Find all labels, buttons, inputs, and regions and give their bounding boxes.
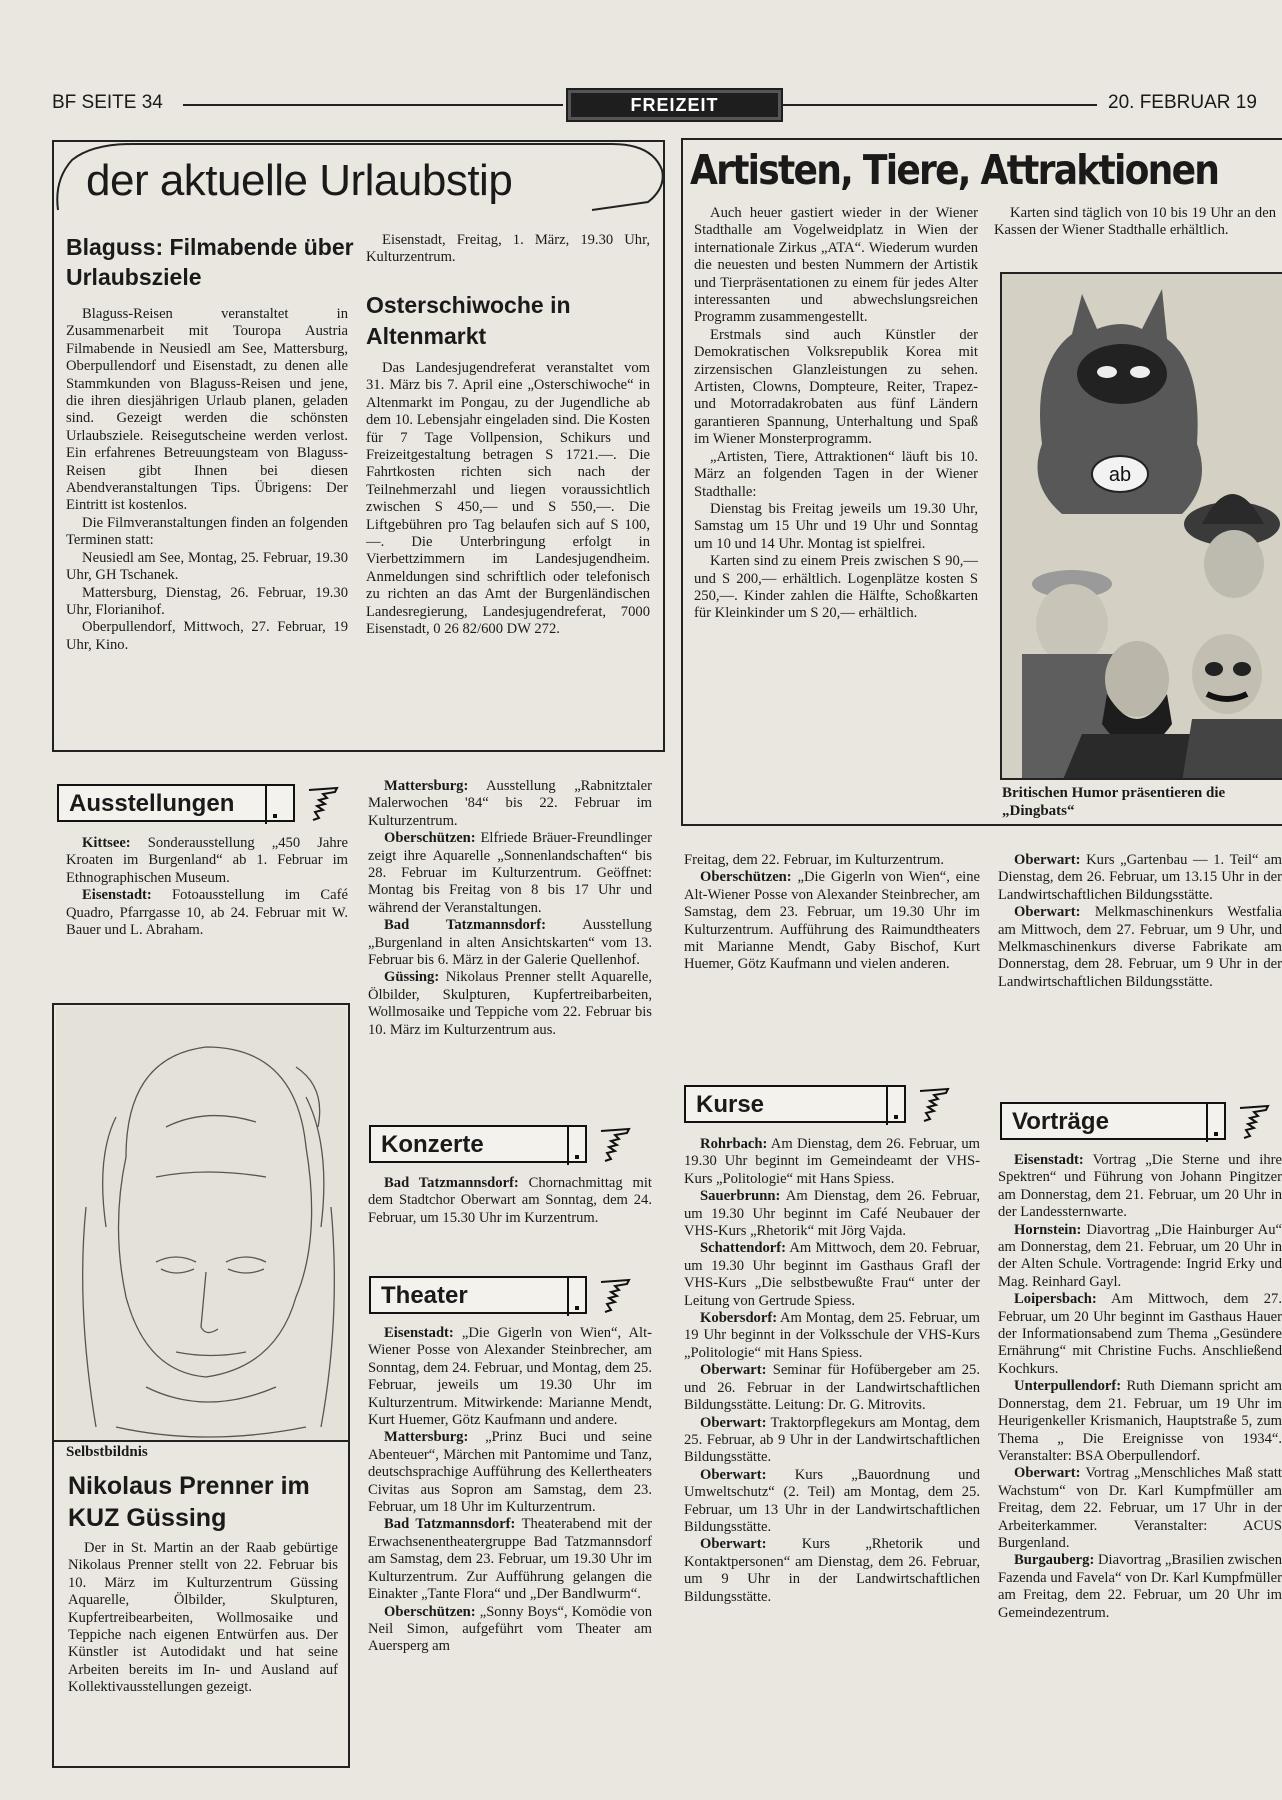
dingbats-caption: Britischen Humor präsentieren die „Dingbats“ — [1002, 785, 1226, 819]
artisten-p4: Dienstag bis Freitag jeweils um 19.30 Uhr, Samstag um 15 Uhr und 19 Uhr und Sonntag um 10 und 14 Uhr. Montag ist spielfrei. — [694, 500, 978, 552]
konzerte-label: Konzerte — [381, 1131, 484, 1158]
kurs-item-6: Oberwart: Traktorpflegekurs am Montag, dem 25. Februar, ab 9 Uhr in der Landwirtschaftlichen Bildungsstätte. — [684, 1414, 980, 1466]
vortrag-item-4: Unterpullendorf: Ruth Diemann spricht am Donnerstag, dem 21. Februar, um 19 Uhr im Heurigenkeller Krismanich, Hauptstraße 5, zum Thema „ Die Ereignisse von 1934“. Veranstalter: BSA Oberpullendorf. — [998, 1378, 1282, 1464]
theater-list-cont — [684, 852, 980, 974]
ausstellung-item-6: Güssing: Nikolaus Prenner stellt Aquarelle, Ölbilder, Skulpturen, Kupfertreibarbeiten, Wollmosaike und Teppiche vom 22. Februar bis 10. März im Kulturzentrum aus. — [368, 969, 652, 1038]
theater-item-5: Oberschützen: „Die Gigerln von Wien“, eine Alt-Wiener Posse von Alexander Steinbrecher, am Samstag, dem 23. Februar, um 19.30 Uhr im Kulturzentrum. Aufführung des Raimundtheaters mit Marianne Mendt, Gaby Bischof, Kurt Huemer, Götz Kaufmann und vielen anderen. — [684, 869, 980, 973]
pointing-hand-icon — [916, 1085, 950, 1125]
vortraege-label: Vorträge — [1012, 1108, 1109, 1135]
artisten-tickets — [994, 205, 1276, 240]
section-marker-square — [567, 1127, 587, 1165]
vortraege-header — [1000, 1102, 1282, 1146]
blaguss-p1: Blaguss-Reisen veranstaltet in Zusammenarbeit mit Touropa Austria Filmabende in Neusiedl am See, Mattersburg, Oberpullendorf und Eisenstadt, zu denen alle Stammkunden von Blaguss-Reisen und jene, die ihren diesjährigen Urlaub planen, geladen sind. Gezeigt werden die schönsten Urlaubsziele. Reisegutscheine werden verlost. Ein erfahrenes Betreuungsteam von Blaguss-Reisen gibt Ihnen bei diesen Abendveranstaltungen Tips. Übrigens: Der Eintritt ist kostenlos. — [66, 306, 348, 514]
page-number: BF SEITE 34 — [52, 92, 163, 113]
theater-item-1: Eisenstadt: „Die Gigerln von Wien“, Alt-Wiener Posse von Alexander Steinbrecher, am Sonntag, dem 24. Februar, und Montag, dem 25. Februar, jeweils um 19.30 Uhr im Kulturzentrum. Mitwirkende: Marianne Mendt, Kurt Huemer, Götz Kaufmann und andere. — [368, 1325, 652, 1429]
konzerte-box — [369, 1125, 587, 1163]
theater-header — [369, 1276, 669, 1320]
artisten-headline: Artisten, Tiere, Attraktionen — [690, 146, 1219, 194]
artisten-p1: Auch heuer gastiert wieder in der Wiener Stadthalle am Vogelweidplatz in Wien der internationale Zirkus „ATA“. Wiederum wurden die neuesten und besten Nummern der Artistik und Tierpräsentationen zu einem für jedes Alter interessanten und abwechslungsreichen Programm zusammengestellt. — [694, 205, 978, 326]
artisten-article — [694, 205, 978, 623]
ausstellung-item-3: Mattersburg: Ausstellung „Rabnitztaler Malerwochen '84“ bis 22. Februar im Kulturzentrum. — [368, 778, 652, 829]
issue-date: 20. FEBRUAR 19 — [1108, 92, 1257, 113]
costume-badge-text: ab — [1108, 464, 1132, 486]
kurse-label: Kurse — [696, 1091, 765, 1118]
vortrag-item-5: Oberwart: Vortrag „Menschliches Maß statt Wachstum“ von Dr. Karl Kumpfmüller am Freitag, dem 22. Februar, um 17 Uhr in der Arbeiterkammer. Veranstalter: ACUS Burgenland. — [998, 1465, 1282, 1551]
kurse-list-cont — [998, 852, 1282, 991]
vortraege-list — [998, 1152, 1282, 1792]
oster-headline: Osterschiwoche in Altenmarkt — [366, 292, 571, 349]
blaguss-article — [66, 306, 348, 654]
blaguss-p5: Oberpullendorf, Mittwoch, 27. Februar, 19 Uhr, Kino. — [66, 619, 348, 653]
pointing-hand-icon — [597, 1125, 631, 1165]
dingbats-illustration — [1002, 274, 1282, 780]
konzerte-header — [369, 1125, 669, 1169]
oster-p1: Das Landesjugendreferat veranstaltet vom 31. März bis 7. April eine „Osterschiwoche“ in Altenmarkt im Pongau, zu der Jugendliche ab dem 10. Lebensjahr eingeladen sind. Die Kosten für 7 Tage Vollpension, Schikurs und Freizeitgestaltung betragen S 1721.—. Die Fahrtkosten richten sich nach der Teilnehmerzahl und liegen voraussichtlich zwischen S 450,— und S 550,—. Die Liftgebühren pro Tag belaufen sich auf S 100,—. Die Unterbringung erfolgt in Vierbettzimmern im Landesjugendheim. Anmeldungen sind schriftlich oder telefonisch zu richten an das Amt der Burgenländischen Landesregierung, Landesjugendreferat, 7000 Eisenstadt, 0 26 82/600 DW 272. — [366, 360, 650, 638]
vortrag-item-3: Loipersbach: Am Mittwoch, dem 27. Februar, um 20 Uhr beginnt im Gasthaus Hauer der Informationsabend zum Thema „Gesündere Ernährung“ mit Christine Fuchs. Anschließend Kochkurs. — [998, 1291, 1282, 1377]
pointing-hand-icon — [305, 784, 339, 824]
theater-item-4-cont: Freitag, dem 22. Februar, im Kulturzentrum. — [684, 852, 945, 868]
section-marker-square — [1206, 1104, 1226, 1142]
vortrag-item-1: Eisenstadt: Vortrag „Die Sterne und ihre Spektren“ und Führung von Johann Pingitzer am Donnerstag, dem 21. Februar, um 20 Uhr in der Landessternwarte. — [998, 1152, 1282, 1221]
ausstellung-item-1: Kittsee: Sonderausstellung „450 Jahre Kroaten im Burgenland“ ab 1. Februar im Ethnographischen Museum. — [66, 835, 348, 886]
vortraege-box — [1000, 1102, 1226, 1140]
section-marker-square — [265, 786, 285, 824]
kurse-box — [684, 1085, 906, 1123]
section-banner: FREIZEIT — [566, 88, 783, 122]
ausstellung-item-4: Oberschützen: Elfriede Bräuer-Freundlinger zeigt ihre Aquarelle „Sonnenlandschaften“ bis 28. Februar im Kulturzentrum. Geöffnet: Montag bis Freitag von 8 bis 17 Uhr und während der Veranstaltungen. — [368, 830, 652, 916]
artisten-p3: „Artisten, Tiere, Attraktionen“ läuft bis 10. März an folgenden Tagen in der Wiener Stadthalle: — [694, 448, 978, 500]
ausstellungen-header — [57, 784, 357, 828]
kurs-item-7: Oberwart: Kurs „Bauordnung und Umweltschutz“ (2. Teil) am Montag, dem 25. Februar, um 13 Uhr in der Landwirtschaftlichen Bildungsstätte. — [684, 1466, 980, 1535]
kurs-item-4: Kobersdorf: Am Montag, dem 25. Februar, um 19 Uhr beginnt in der Volksschule der VHS-Kurs „Politologie“ mit Hans Spiess. — [684, 1310, 980, 1361]
blaguss-headline: Blaguss: Filmabende über Urlaubsziele — [66, 234, 354, 290]
prenner-article — [68, 1540, 338, 1697]
urlaubstip-title: der aktuelle Urlaubstip — [86, 156, 513, 205]
theater-label: Theater — [381, 1282, 468, 1309]
prenner-headline: Nikolaus Prenner im KUZ Güssing — [68, 1472, 310, 1532]
theater-box — [369, 1276, 587, 1314]
section-marker-square — [886, 1087, 906, 1125]
pointing-hand-icon — [1236, 1102, 1270, 1142]
theater-item-3: Bad Tatzmannsdorf: Theaterabend mit der Erwachsenentheatergruppe Bad Tatzmannsdorf am Samstag, dem 23. Februar, um 19.30 Uhr im Kulturzentrum. Zur Aufführung gelangen die Einakter „Tante Flora“ und „Der Bandlwurm“. — [368, 1516, 652, 1603]
kurse-header — [684, 1085, 984, 1129]
ausstellungen-list-cont — [368, 778, 652, 1039]
ausstellung-item-2: Eisenstadt: Fotoausstellung im Café Quadro, Pfarrgasse 10, ab 24. Februar mit W. Bauer und L. Abraham. — [66, 887, 348, 939]
kurs-item-r1: Oberwart: Kurs „Gartenbau — 1. Teil“ am Dienstag, dem 26. Februar, um 13.15 Uhr in der Landwirtschaftlichen Bildungsstätte. — [998, 852, 1282, 903]
vortrag-item-6: Burgauberg: Diavortrag „Brasilien zwischen Fazenda und Favela“ von Dr. Karl Kumpfmüller am Freitag, dem 22. Februar, um 20 Uhr im Gemeindezentrum. — [998, 1552, 1282, 1621]
portrait-sketch — [56, 1007, 346, 1441]
oster-article — [366, 360, 650, 639]
theater-item-4: Oberschützen: „Sonny Boys“, Komödie von Neil Simon, aufgeführt vom Theater am Auersperg am — [368, 1603, 652, 1655]
kurs-item-3: Schattendorf: Am Mittwoch, dem 20. Februar, um 19.30 Uhr beginnt im Gasthaus Grafl der VHS-Kurs „Die selbstbewußte Frau“ unter der Leitung von Gertrude Spiess. — [684, 1240, 980, 1309]
masthead-rule-left — [183, 104, 563, 106]
blaguss-p4: Mattersburg, Dienstag, 26. Februar, 19.30 Uhr, Florianihof. — [66, 584, 348, 618]
vortrag-item-2: Hornstein: Diavortrag „Die Hainburger Au“ am Donnerstag, dem 21. Februar, um 20 Uhr in der Alten Schule. Vortragende: Ingrid Erky und Mag. Reinhard Gayl. — [998, 1221, 1282, 1290]
ausstellungen-list — [66, 835, 348, 939]
artisten-p2: Erstmals sind auch Künstler der Demokratischen Volksrepublik Korea mit zirzensischen Glanzleistungen zu sehen. Artisten, Clowns, Dompteure, Reiter, Trapez- und Motorradakrobaten aus fünf Ländern garantieren Spannung, Unterhaltung und Spaß im Wiener Monsterprogramm. — [694, 326, 978, 448]
ausstellungen-label: Ausstellungen — [69, 790, 235, 817]
ausstellungen-box — [57, 784, 295, 822]
theater-list — [368, 1325, 652, 1656]
kurs-item-5: Oberwart: Seminar für Hofübergeber am 25. und 26. Februar in der Landwirtschaftlichen Bildungsstätte. Leitung: Dr. G. Mitrovits. — [684, 1362, 980, 1414]
selbstbildnis-drawing — [56, 1007, 346, 1441]
blaguss-cont: Eisenstadt, Freitag, 1. März, 19.30 Uhr, Kulturzentrum. — [366, 232, 650, 266]
photo-divider — [52, 1440, 350, 1442]
kurs-item-1: Rohrbach: Am Dienstag, dem 26. Februar, um 19.30 Uhr beginnt im Gemeindeamt der VHS-Kurs „Politologie“ mit Hans Spiess. — [684, 1136, 980, 1187]
blaguss-p3: Neusiedl am See, Montag, 25. Februar, 19.30 Uhr, GH Tschanek. — [66, 549, 348, 584]
konzerte-list — [368, 1175, 652, 1227]
prenner-p1: Der in St. Martin an der Raab gebürtige Nikolaus Prenner stellt von 22. Februar bis 10. März im Kulturzentrum Güssing Aquarelle, Ölbilder, Skulpturen, Kupfertreibearbeiten, Wollmosaike und Teppiche nach eigenen Entwürfen aus. Der Künstler ist Autodidakt und hat seine Arbeiten bereits im In- und Ausland auf Kollektivausstellungen gezeigt. — [68, 1540, 338, 1696]
blaguss-p2: Die Filmveranstaltungen finden an folgenden Terminen statt: — [66, 514, 348, 549]
ausstellung-item-5: Bad Tatzmannsdorf: Ausstellung „Burgenland in alten Ansichtskarten“ vom 13. Februar bis 6. März in der Galerie Quellenhof. — [368, 917, 652, 969]
konzert-item-1: Bad Tatzmannsdorf: Chornachmittag mit dem Stadtchor Oberwart am Sonntag, dem 24. Februar, um 15.30 Uhr im Kurzentrum. — [368, 1175, 652, 1226]
artisten-p5: Karten sind zu einem Preis zwischen S 90,— und S 200,— erhältlich. Logenplätze kosten S 250,—. Kinder zahlen die Hälfte, Schoßkarten für Kleinkinder um S 20,— erhältlich. — [694, 553, 978, 622]
kurs-item-2: Sauerbrunn: Am Dienstag, dem 26. Februar, um 19.30 Uhr beginnt im Café Neubauer der VHS-Kurs „Rhetorik“ mit Jörg Vajda. — [684, 1188, 980, 1240]
section-marker-square — [567, 1278, 587, 1316]
selbstbildnis-caption: Selbstbildnis — [66, 1444, 148, 1460]
pointing-hand-icon — [597, 1276, 631, 1316]
masthead-rule-right — [782, 104, 1097, 106]
dingbats-photo — [1000, 272, 1282, 780]
theater-item-2: Mattersburg: „Prinz Buci und seine Abenteuer“, Märchen mit Pantomime und Tanz, deutschsprachige Aufführung des Kellertheaters Civitas aus Sopron am Samstag, dem 23. Februar, um 18 Uhr im Kulturzentrum. — [368, 1429, 652, 1516]
kurs-item-r2: Oberwart: Melkmaschinenkurs Westfalia am Mittwoch, dem 27. Februar, um 9 Uhr, und Melkmaschinenkurs diverse Fabrikate am Donnerstag, dem 28. Februar, um 9 Uhr in der Landwirtschaftlichen Bildungsstätte. — [998, 904, 1282, 990]
kurse-list — [684, 1136, 980, 1606]
blaguss-continued — [366, 232, 650, 267]
kurs-item-8: Oberwart: Kurs „Rhetorik und Kontaktpersonen“ am Dienstag, dem 26. Februar, um 9 Uhr in der Landwirtschaftlichen Bildungsstätte. — [684, 1536, 980, 1605]
artisten-p6: Karten sind täglich von 10 bis 19 Uhr an den Kassen der Wiener Stadthalle erhältlich. — [994, 205, 1276, 239]
